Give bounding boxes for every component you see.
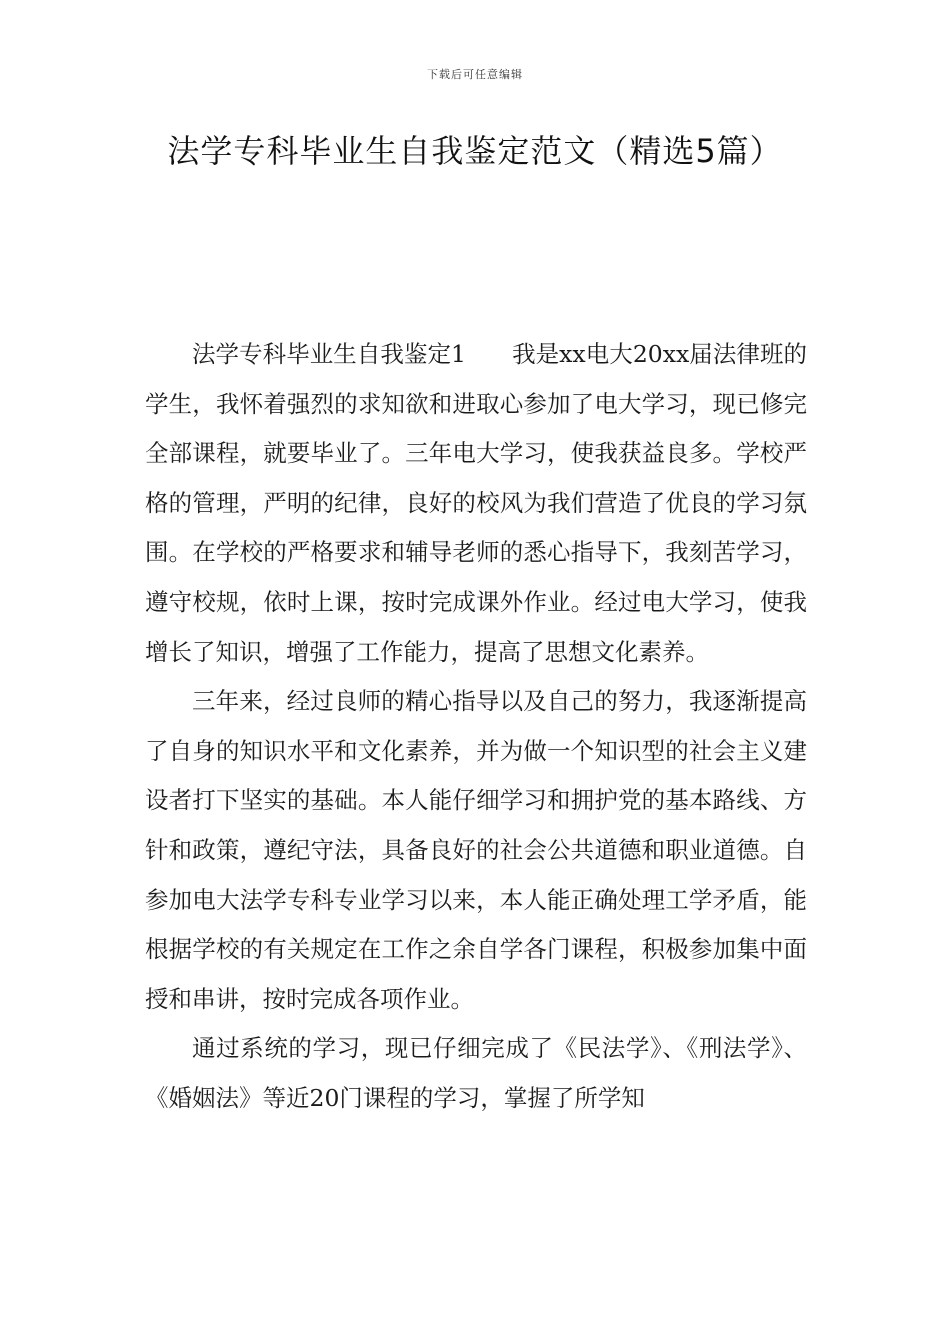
section-heading: 法学专科毕业生自我鉴定1: [192, 340, 467, 368]
paragraph-1: [145, 330, 807, 677]
paragraph-2: 三年来，经过良师的精心指导以及自己的努力，我逐渐提高了自身的知识水平和文化素养，并为做一个知识型的社会主义建设者打下坚实的基础。本人能仔细学习和拥护党的基本路线、方针和政策，遵纪守法，具备良好的社会公共道德和职业道德。自参加电大法学专科专业学习以来，本人能正确处理工学矛盾，能根据学校的有关规定在工作之余自学各门课程，积极参加集中面授和串讲，按时完成各项作业。: [145, 687, 807, 1013]
paragraph-1-text: 我是xx电大20xx届法律班的学生，我怀着强烈的求知欲和进取心参加了电大学习，现已修完全部课程，就要毕业了。三年电大学习，使我获益良多。学校严格的管理，严明的纪律，良好的校风为我们营造了优良的学习氛围。在学校的严格要求和辅导老师的悉心指导下，我刻苦学习，遵守校规，依时上课，按时完成课外作业。经过电大学习，使我增长了知识，增强了工作能力，提高了思想文化素养。: [145, 340, 807, 666]
document-title: 法学专科毕业生自我鉴定范文（精选5篇）: [167, 132, 783, 170]
document-body: [145, 330, 807, 1124]
paragraph-3: 通过系统的学习，现已仔细完成了《民法学》、《刑法学》、《婚姻法》等近20门课程的学习，掌握了所学知: [145, 1034, 807, 1112]
header-note: 下载后可任意编辑: [427, 68, 523, 81]
